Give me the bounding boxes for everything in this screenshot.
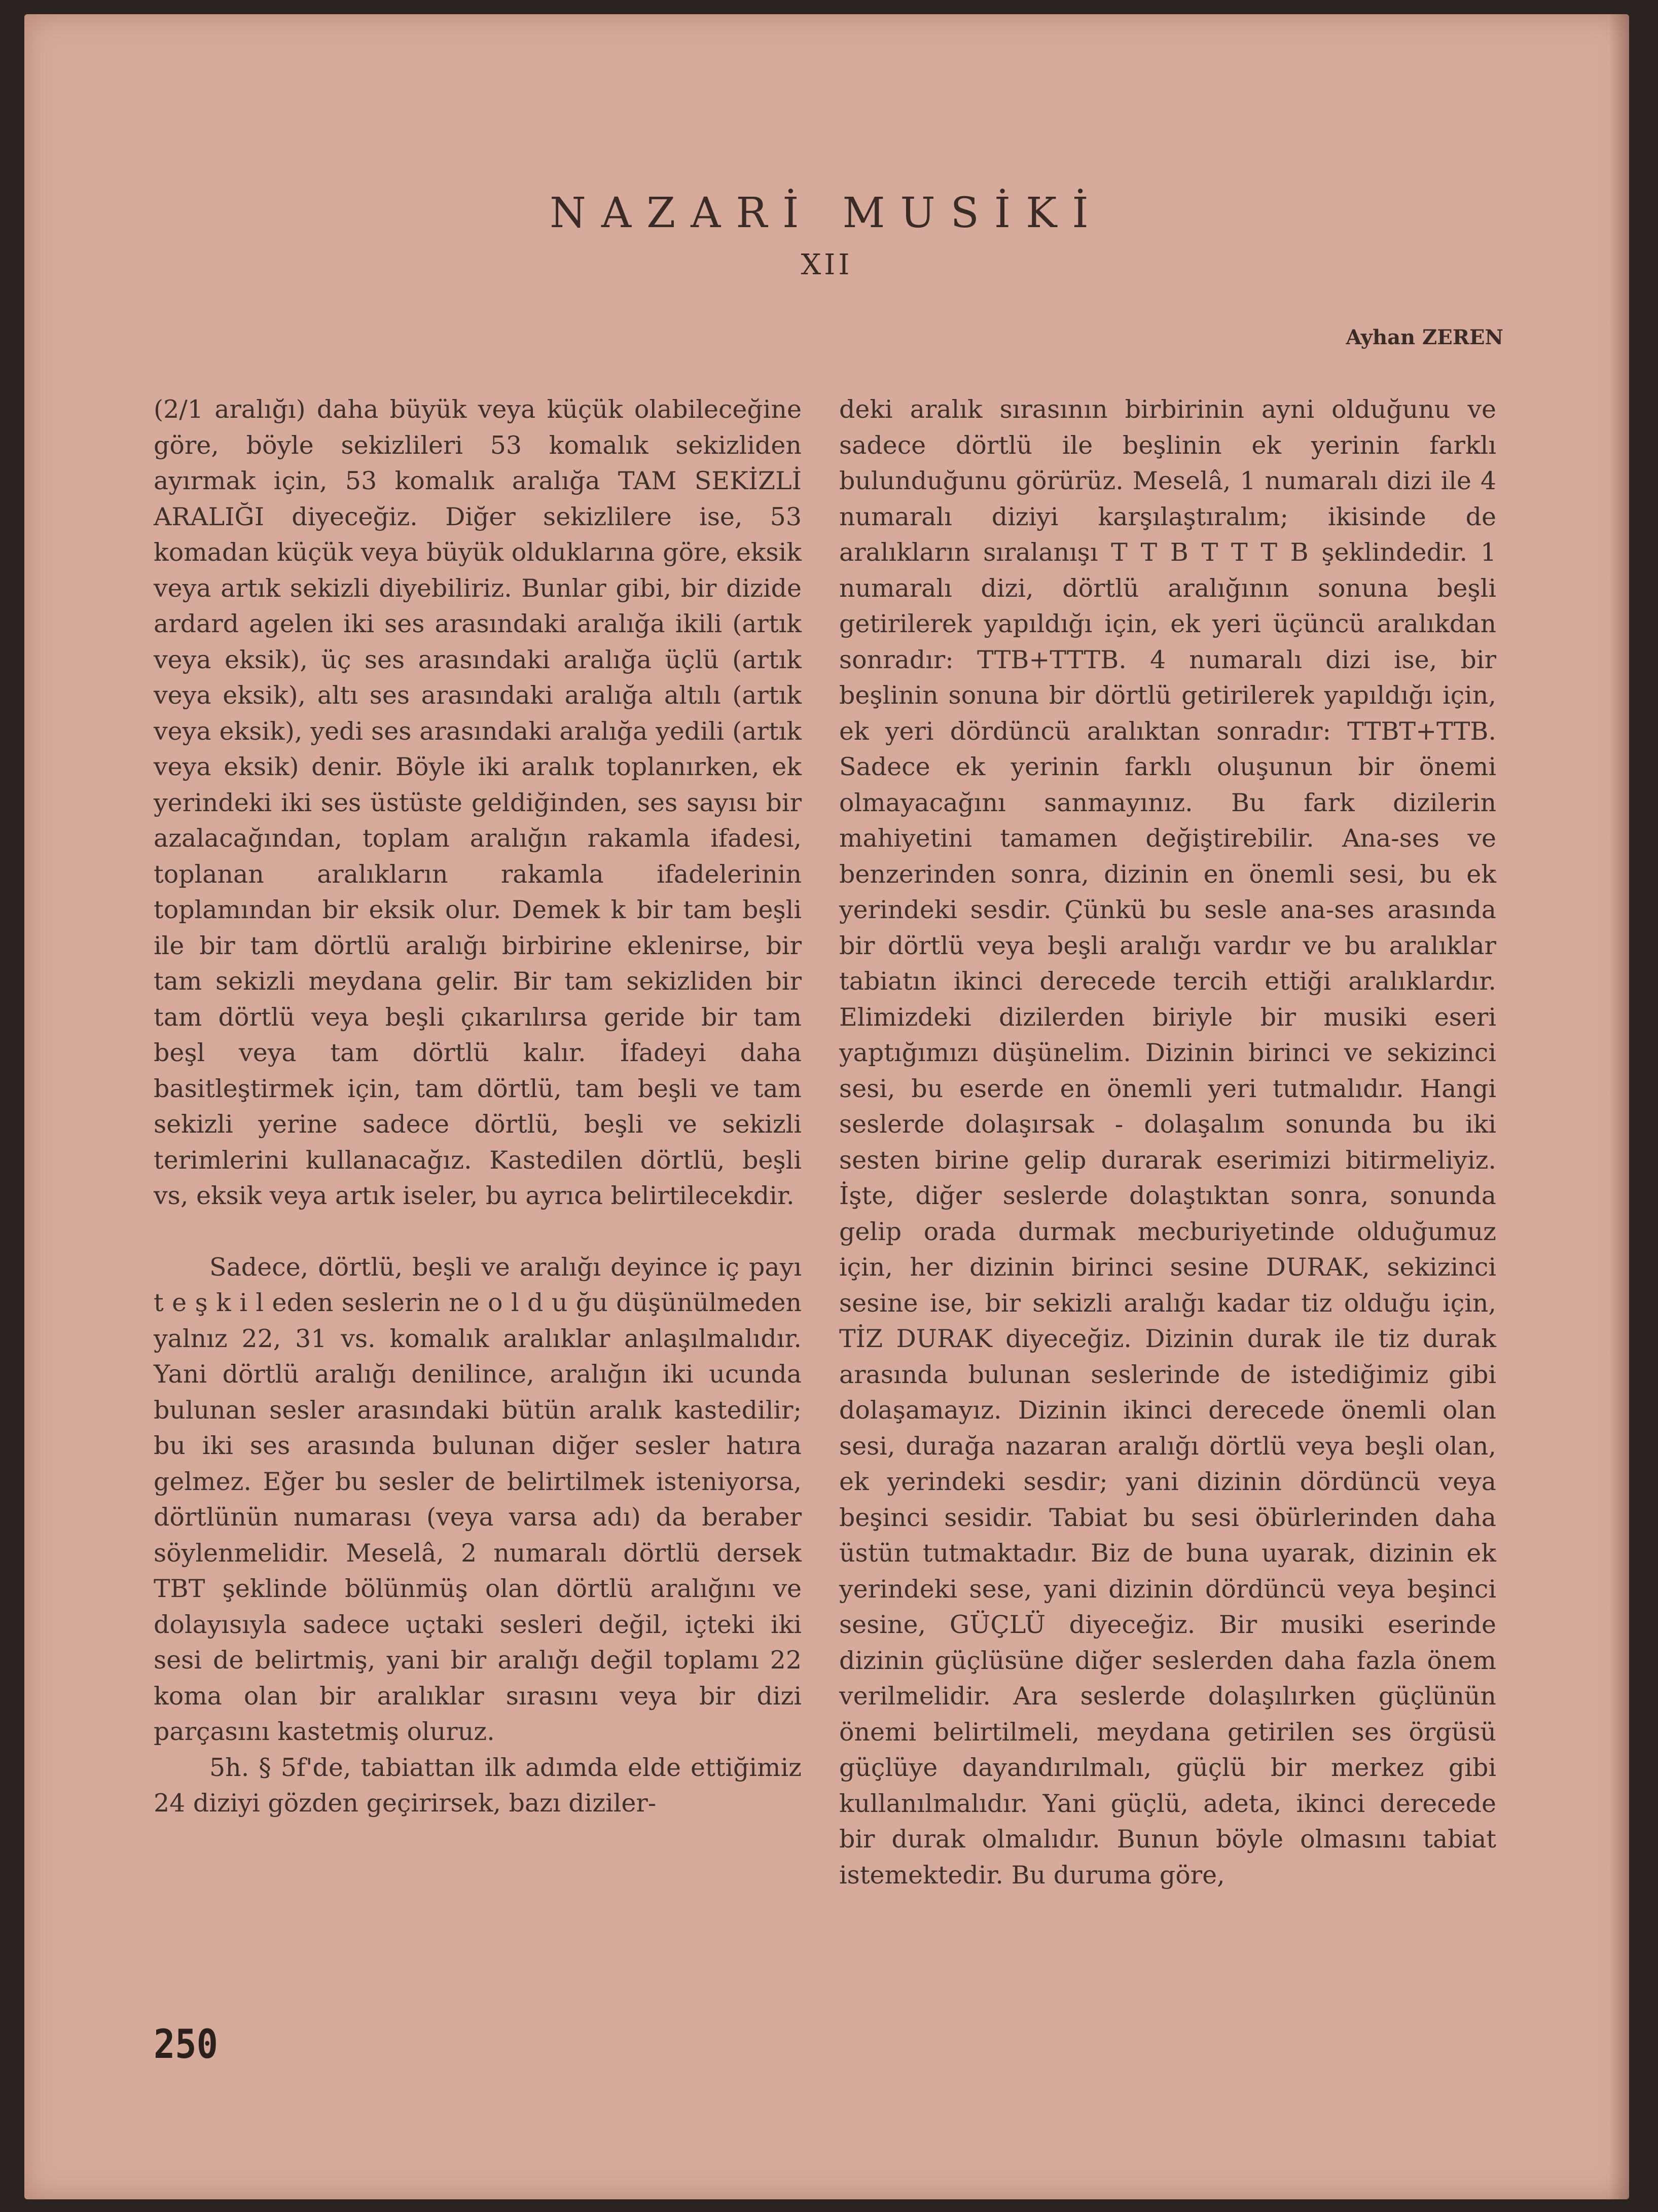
paragraph: Sadece, dörtlü, beşli ve aralığı deyince iç payı t e ş k i l eden seslerin ne o l d u ğu düşünülmeden yalnız 22, 31 vs. komalık aralıklar anlaşılmalıdır. Yani dörtlü aralığı denilince, aralığın iki ucunda bulunan sesler arasındaki bütün aralık kastedilir; bu iki ses arasında bulunan diğer sesler hatıra gelmez. Eğer bu sesler de belirtilmek isteniyorsa, dörtlünün numarası (veya varsa adı) da beraber söylenmelidir. Meselâ, 2 numaralı dörtlü dersek TBT şeklinde bölünmüş olan dörtlü aralığını ve dolayısıyla sadece uçtaki sesleri değil, içteki iki sesi de belirtmiş, yani bir aralığı değil toplamı 22 koma olan bir aralıklar sırasını veya bir dizi parçasını kastetmiş oluruz.: [154, 1252, 802, 1746]
author-name: Ayhan ZEREN: [1346, 325, 1503, 349]
article-part-number: XII: [801, 248, 853, 281]
page-number: 250: [154, 2022, 218, 2068]
left-column: [154, 392, 802, 1822]
paragraph: 5h. § 5f'de, tabiattan ilk adımda elde ettiğimiz 24 diziyi gözden geçirirsek, bazı diziler-: [154, 1753, 802, 1818]
article-title: NAZARİ MUSİKİ: [550, 189, 1104, 237]
right-column: [839, 392, 1496, 1893]
page-sheet: [24, 14, 1629, 2199]
paragraph: (2/1 aralığı) daha büyük veya küçük olabileceğine göre, böyle sekizlileri 53 komalık sekizliden ayırmak için, 53 komalık aralığa TAM SEKİZLİ ARALIĞI diyeceğiz. Diğer sekizlilere ise, 53 komadan küçük veya büyük olduklarına göre, eksik veya artık sekizli diyebiliriz. Bunlar gibi, bir dizide ardard agelen iki ses arasındaki aralığa ikili (artık veya eksik), üç ses arasındaki aralığa üçlü (artık veya eksik), altı ses arasındaki aralığa altılı (artık veya eksik), yedi ses arasındaki aralığa yedili (artık veya eksik) denir. Böyle iki aralık toplanırken, ek yerindeki iki ses üstüste geldiğinden, ses sayısı bir azalacağından, toplam aralığın rakamla ifadesi, toplanan aralıkların rakamla ifadelerinin toplamından bir eksik olur. Demek k bir tam beşli ile bir tam dörtlü aralığı birbirine eklenirse, bir tam sekizli meydana gelir. Bir tam sekizliden bir tam dörtlü veya beşli çıkarılırsa geride bir tam beşl veya tam dörtlü kalır. İfadeyi daha basitleştirmek için, tam dörtlü, tam beşli ve tam sekizli yerine sadece dörtlü, beşli ve sekizli terimlerini kullanacağız. Kastedilen dörtlü, beşli vs, eksik veya artık iseler, bu ayrıca belirtilecekdir.: [154, 395, 802, 1210]
page-edge-shadow: [1609, 14, 1629, 2199]
paragraph: deki aralık sırasının birbirinin ayni olduğunu ve sadece dörtlü ile beşlinin ek yerinin farklı bulunduğunu görürüz. Meselâ, 1 numaralı dizi ile 4 numaralı diziyi karşılaştıralım; ikisinde de aralıkların sıralanışı T T B T T T B şeklindedir. 1 numaralı dizi, dörtlü aralığının sonuna beşli getirilerek yapıldığı için, ek yeri üçüncü aralıkdan sonradır: TTB+TTTB. 4 numaralı dizi ise, bir beşlinin sonuna bir dörtlü getirilerek yapıldığı için, ek yeri dördüncü aralıktan sonradır: TTBT+TTB. Sadece ek yerinin farklı oluşunun bir önemi olmayacağını sanmayınız. Bu fark dizilerin mahiyetini tamamen değiştirebilir. Ana-ses ve benzerinden sonra, dizinin en önemli sesi, bu ek yerindeki sesdir. Çünkü bu sesle ana-ses arasında bir dörtlü veya beşli aralığı vardır ve bu aralıklar tabiatın ikinci derecede tercih ettiği aralıklardır. Elimizdeki dizilerden biriyle bir musiki eseri yaptığımızı düşünelim. Dizinin birinci ve sekizinci sesi, bu eserde en önemli yeri tutmalıdır. Hangi seslerde dolaşırsak - dolaşalım sonunda bu iki sesten birine gelip durarak eserimizi bitirmeliyiz. İşte, diğer seslerde dolaştıktan sonra, sonunda gelip orada durmak mecburiyetinde olduğumuz için, her dizinin birinci sesine DURAK, sekizinci sesine ise, bir sekizli aralığı kadar tiz olduğu için, TİZ DURAK diyeceğiz. Dizinin durak ile tiz durak arasında bulunan seslerinde de istediğimiz gibi dolaşamayız. Dizinin ikinci derecede önemli olan sesi, durağa nazaran aralığı dörtlü veya beşli olan, ek yerindeki sesdir; yani dizinin dördüncü veya beşinci sesidir. Tabiat bu sesi öbürlerinden daha üstün tutmaktadır. Biz de buna uyarak, dizinin ek yerindeki sese, yani dizinin dördüncü veya beşinci sesine, GÜÇLÜ diyeceğiz. Bir musiki eserinde dizinin güçlüsüne diğer seslerden daha fazla önem verilmelidir. Ara seslerde dolaşılırken güçlünün önemi belirtilmeli, meydana getirilen ses örgüsü güçlüye dayandırılmalı, güçlü bir merkez gibi kullanılmalıdır. Yani güçlü, adeta, ikinci derecede bir durak olmalıdır. Bunun böyle olmasını tabiat istemektedir. Bu duruma göre,: [839, 395, 1496, 1890]
